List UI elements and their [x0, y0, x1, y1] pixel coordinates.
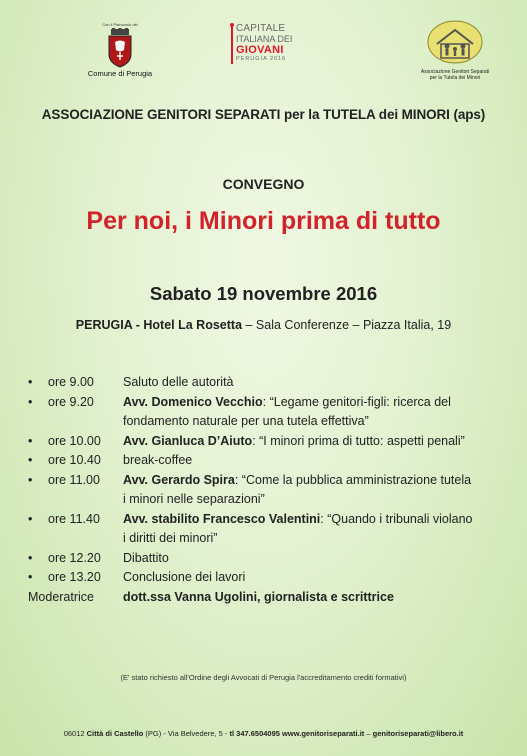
- schedule-time: ore 10.40: [48, 453, 101, 467]
- schedule-text: : “Come la pubblica amministrazione tutela: [234, 472, 472, 487]
- footer-phone: tl 347.6504095: [229, 729, 280, 738]
- bullet-icon: •: [28, 472, 33, 487]
- schedule-text: Dibattito: [123, 550, 169, 565]
- schedule-text: Saluto delle autorità: [123, 375, 234, 389]
- venue-name: PERUGIA - Hotel La Rosetta: [75, 318, 243, 332]
- schedule-time: ore 11.00: [48, 472, 100, 487]
- capitale-line-2: ITALIANA DEI: [236, 34, 293, 44]
- bullet-icon: •: [28, 433, 33, 448]
- schedule-description: [123, 568, 523, 588]
- perugia-crest-icon: [105, 28, 135, 68]
- organization-title: ASSOCIAZIONE GENITORI SEPARATI per la TUTELA dei MINORI (aps): [41, 107, 486, 122]
- schedule-description: [123, 432, 523, 452]
- schedule-description: [123, 471, 523, 510]
- contact-footer: [0, 729, 527, 738]
- footer-address: (PG) - Via Belvedere, 5 -: [143, 729, 230, 738]
- schedule-description: [123, 373, 523, 393]
- schedule-text: : “Legame genitori-figli: ricerca del: [262, 394, 451, 409]
- schedule-speaker: Avv. stabilito Francesco Valentini: [123, 511, 321, 526]
- associazione-caption-1: Associazione Genitori Separati: [420, 69, 490, 75]
- schedule-speaker: Avv. Domenico Vecchio: [123, 394, 263, 409]
- logo-bar-icon: [231, 26, 233, 64]
- associazione-logo: [410, 20, 500, 81]
- event-date: Sabato 19 novembre 2016: [149, 283, 378, 304]
- family-house-icon: [427, 20, 483, 64]
- comune-perugia-logo: [80, 22, 160, 78]
- schedule-time: ore 13.20: [48, 570, 101, 584]
- schedule-row: [28, 393, 523, 432]
- footer-email[interactable]: genitoriseparati@libero.it: [372, 729, 464, 738]
- perugia-caption: Comune di Perugia: [87, 69, 153, 78]
- schedule-row: [28, 432, 523, 452]
- capitale-line-1: CAPITALE: [236, 23, 286, 34]
- schedule-time: ore 12.20: [48, 550, 101, 565]
- schedule-speaker: Avv. Gianluca D’Aiuto: [123, 433, 253, 448]
- footer-separator: –: [364, 729, 373, 738]
- schedule-text-continued: i minori nelle separazioni”: [123, 492, 265, 506]
- accreditation-note: (E' stato richiesto all'Ordine degli Avvocati di Perugia l'accreditamento crediti formativi): [120, 673, 407, 682]
- schedule-time: ore 11.40: [48, 511, 100, 526]
- patrocinio-caption: Con il Patrocinio del: [102, 22, 138, 27]
- bullet-icon: •: [28, 375, 33, 389]
- schedule-row: [28, 451, 523, 471]
- schedule-description: [123, 451, 523, 471]
- schedule-text: : “I minori prima di tutto: aspetti penali”: [252, 433, 465, 448]
- schedule-text: Conclusione dei lavori: [123, 570, 246, 584]
- schedule-speaker: Avv. Gerardo Spira: [123, 472, 235, 487]
- event-title: Per noi, i Minori prima di tutto: [86, 207, 441, 235]
- event-venue: [0, 318, 527, 332]
- schedule-list: [28, 373, 523, 607]
- schedule-row: [28, 568, 523, 588]
- schedule-row: [28, 510, 523, 549]
- moderator-row: [28, 588, 523, 608]
- schedule-time: ore 9.20: [48, 394, 94, 409]
- schedule-row: [28, 549, 523, 569]
- bullet-icon: •: [28, 511, 33, 526]
- footer-city: Città di Castello: [86, 729, 144, 738]
- footer-website[interactable]: www.genitoriseparati.it: [282, 729, 365, 738]
- schedule-text-continued: fondamento naturale per una tutela effettiva”: [123, 414, 369, 428]
- venue-details: – Sala Conferenze – Piazza Italia, 19: [242, 318, 452, 332]
- moderator-name: dott.ssa Vanna Ugolini, giornalista e scrittrice: [123, 589, 394, 604]
- bullet-icon: •: [28, 570, 33, 584]
- bullet-icon: •: [28, 550, 33, 565]
- schedule-text-continued: i diritti dei minori”: [123, 531, 218, 545]
- schedule-description: [123, 549, 523, 569]
- schedule-time: ore 9.00: [48, 375, 94, 389]
- bullet-icon: •: [28, 394, 33, 409]
- schedule-description: [123, 393, 523, 432]
- event-type: CONVEGNO: [222, 176, 305, 192]
- footer-zip: 06012: [63, 729, 87, 738]
- capitale-giovani-logo: [236, 23, 316, 63]
- associazione-caption-2: per la Tutela dei Minori: [429, 75, 481, 81]
- capitale-line-3: GIOVANI: [236, 44, 284, 56]
- schedule-row: [28, 471, 523, 510]
- schedule-text: break-coffee: [123, 453, 193, 467]
- schedule-time: ore 10.00: [48, 433, 101, 448]
- capitale-line-4: PERUGIA 2016: [236, 56, 287, 62]
- schedule-description: [123, 510, 523, 549]
- bullet-icon: •: [28, 453, 33, 467]
- moderator-label: Moderatrice: [28, 589, 94, 604]
- schedule-text: : “Quando i tribunali violano: [320, 511, 473, 526]
- schedule-row: [28, 373, 523, 393]
